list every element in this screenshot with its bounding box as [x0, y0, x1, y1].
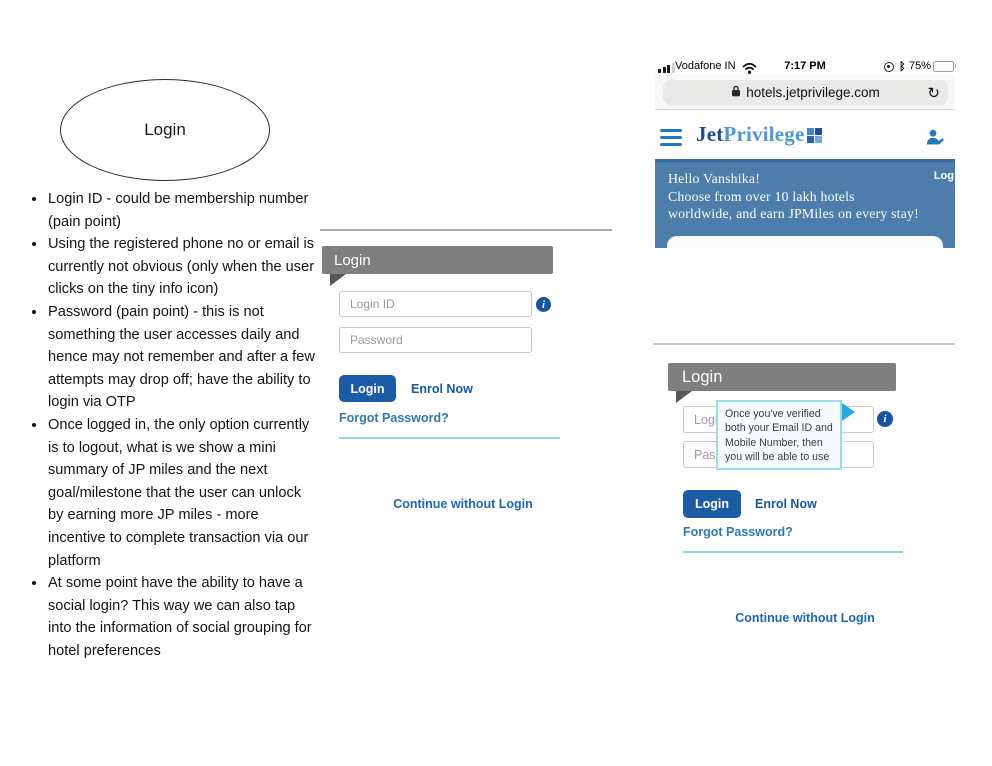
- tooltip-arrow: [842, 403, 855, 421]
- account-icon[interactable]: [925, 129, 945, 150]
- login-panel-title: Login: [682, 367, 723, 386]
- password-input[interactable]: [339, 327, 532, 353]
- section-divider: [653, 343, 955, 345]
- info-icon[interactable]: i: [536, 297, 551, 312]
- tooltip-line: Mobile Number, then: [725, 436, 823, 449]
- speech-tail: [676, 391, 692, 403]
- note-item: • Using the registered phone no or email is currently not obvious (only when the user clicks on the tiny info icon): [47, 233, 320, 301]
- jetprivilege-logo: [696, 122, 822, 147]
- login-panel-title: Login: [334, 251, 371, 269]
- forgot-password-link[interactable]: Forgot Password?: [683, 525, 793, 539]
- orientation-lock-icon: [884, 62, 894, 72]
- enrol-now-link[interactable]: Enrol Now: [755, 497, 817, 511]
- battery-icon: [933, 61, 956, 72]
- bluetooth-icon: ᛒ: [899, 60, 906, 73]
- menu-icon[interactable]: [660, 129, 682, 149]
- lock-icon: [731, 85, 741, 100]
- browser-chrome: [655, 75, 955, 110]
- forgot-password-link[interactable]: Forgot Password?: [339, 411, 449, 425]
- banner-message-line1: Choose from over 10 lakh hotels: [668, 188, 855, 204]
- note-item: • Password (pain point) - this is not something the user accesses daily and hence may not remember and after a few attempts may drop off; have the ability to login via OTP: [47, 301, 320, 414]
- tooltip-line: Once you've verified: [725, 408, 821, 420]
- jetprivilege-grid-icon: [807, 128, 822, 143]
- login-button[interactable]: Login: [339, 375, 396, 402]
- hero-banner: [655, 159, 955, 248]
- tooltip-line: you will be able to use: [725, 451, 830, 464]
- clock-label: 7:17 PM: [784, 60, 826, 72]
- refresh-icon[interactable]: ↻: [927, 83, 940, 102]
- carrier-label: Vodafone IN: [675, 60, 736, 72]
- login-panel-header: [322, 246, 553, 274]
- continue-without-login-link[interactable]: Continue without Login: [393, 497, 533, 511]
- signal-strength-icon: [658, 63, 675, 73]
- info-tooltip: [716, 400, 842, 470]
- form-divider: [683, 551, 903, 553]
- banner-greeting: Hello Vanshika!: [668, 171, 761, 186]
- continue-without-login-link[interactable]: Continue without Login: [735, 611, 875, 625]
- brand-privilege: Privilege: [723, 122, 805, 146]
- search-card-peek: [667, 236, 943, 248]
- note-item: • Login ID - could be membership number (pain point): [47, 188, 320, 233]
- brand-jet: Jet: [696, 122, 724, 146]
- login-panel-header: [668, 363, 896, 391]
- login-flow-node-label: Login: [144, 120, 186, 139]
- logout-link-clipped[interactable]: Log: [933, 170, 954, 182]
- banner-message-line2: worldwide, and earn JPMiles on every stay!: [668, 206, 919, 221]
- login-button[interactable]: Login: [683, 490, 741, 518]
- form-divider: [339, 437, 560, 439]
- login-notes-list: [28, 188, 320, 662]
- login-id-input[interactable]: [339, 291, 532, 317]
- address-bar[interactable]: [663, 80, 948, 105]
- speech-tail: [330, 274, 346, 286]
- url-text: hotels.jetprivilege.com: [746, 85, 880, 100]
- note-item: • At some point have the ability to have a social login? This way we can also tap into the information of social grouping for hotel preferences: [47, 572, 320, 662]
- battery-percent-label: 75%: [909, 60, 932, 72]
- enrol-now-link[interactable]: Enrol Now: [411, 382, 473, 396]
- tooltip-line: both your Email ID and: [725, 422, 833, 435]
- section-divider: [320, 229, 612, 231]
- login-flow-node: [60, 79, 270, 181]
- note-item: • Once logged in, the only option currently is to logout, what is we show a mini summary of JP miles and the next goal/milestone that the user can unlock by earning more JP miles - more incentive to complete transaction via our platform: [47, 414, 320, 572]
- info-icon[interactable]: i: [877, 411, 893, 427]
